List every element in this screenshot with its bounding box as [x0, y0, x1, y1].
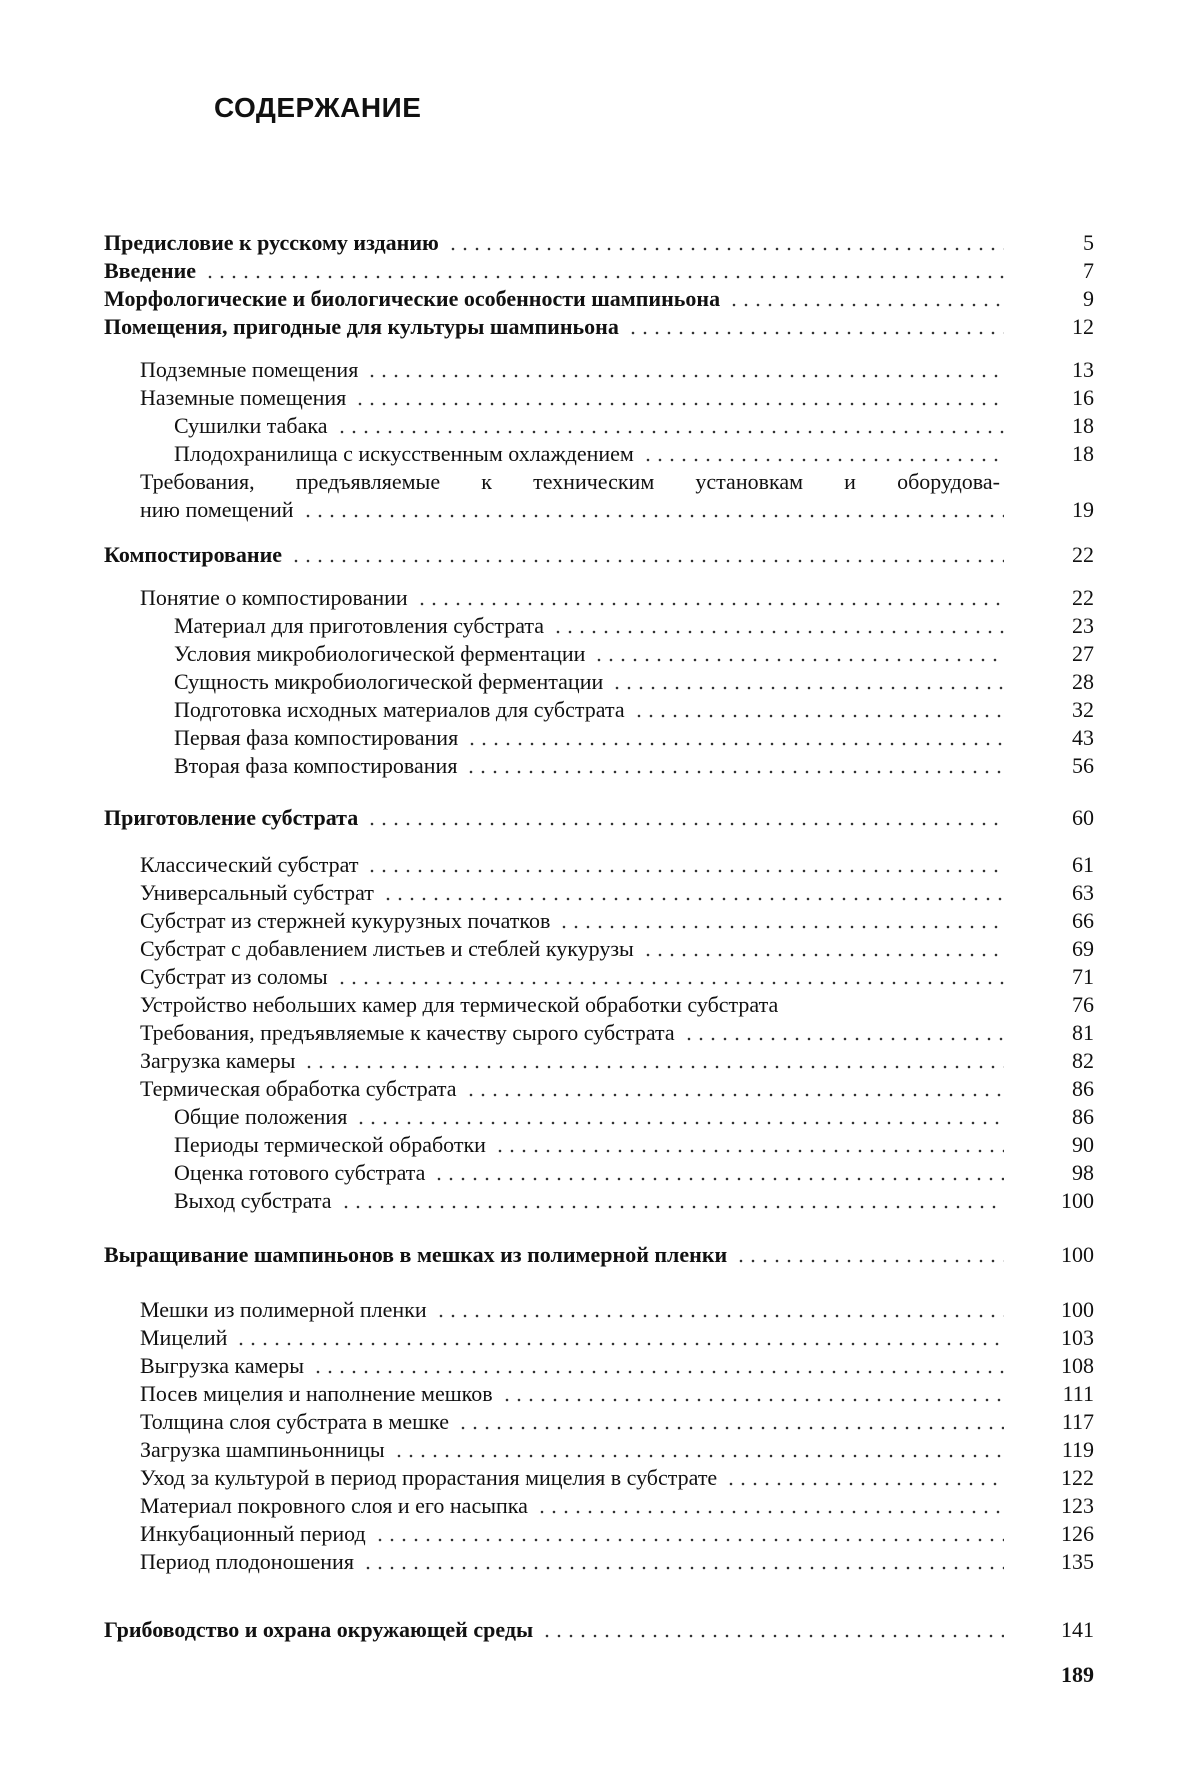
toc-entry-title: Загрузка шампиньонницы [140, 1437, 385, 1462]
toc-entry-title: Толщина слоя субстрата в мешке [140, 1409, 449, 1434]
toc-entry-title: нию помещений [140, 497, 294, 522]
toc-entry-page: 119 [1061, 1437, 1094, 1462]
dot-leader [366, 803, 1004, 833]
toc-entry-page: 71 [1072, 964, 1094, 989]
dot-leader [354, 383, 1004, 413]
toc-entry-title: Оценка готового субстрата [174, 1160, 426, 1185]
dot-leader [340, 1186, 1004, 1216]
dot-leader [501, 1379, 1004, 1409]
dot-leader [447, 228, 1004, 258]
toc-entry-title: Плодохранилища с искусственным охлаждением [174, 441, 634, 466]
toc-entry [104, 1074, 1094, 1104]
toc-entry [104, 667, 1094, 697]
dot-leader [393, 1435, 1004, 1465]
toc-entry-page: 43 [1072, 725, 1094, 750]
toc-entry-title: Сушилки табака [174, 413, 328, 438]
toc-entry-page: 19 [1072, 497, 1094, 522]
toc-entry [104, 312, 1094, 342]
toc-entry [104, 1351, 1094, 1381]
toc-entry-page: 66 [1072, 908, 1094, 933]
toc-entry-title: Сущность микробиологической ферментации [174, 669, 604, 694]
toc-entry [104, 751, 1094, 781]
toc-entry-page: 117 [1061, 1409, 1094, 1434]
toc-entry [104, 1491, 1094, 1521]
dot-leader [466, 723, 1004, 753]
page-title: СОДЕРЖАНИЕ [214, 92, 422, 123]
toc-entry [104, 1240, 1094, 1270]
toc-entry-title: Понятие о компостировании [140, 585, 408, 610]
toc-entry [104, 1519, 1094, 1549]
toc-entry-page: 82 [1072, 1048, 1094, 1073]
dot-leader [541, 1615, 1004, 1645]
toc-entry [104, 1463, 1094, 1493]
toc-entry [104, 1547, 1094, 1577]
toc-entry-title: Инкубационный период [140, 1521, 366, 1546]
toc-entry-title: Уход за культурой в период прорастания мицелия в субстрате [140, 1465, 718, 1490]
toc-entry [104, 1046, 1094, 1076]
toc-entry-wrapped-line: Требования, предъявляемые к техническим установкам и оборудова- [140, 469, 1000, 494]
toc-entry-title: Грибоводство и охрана окружающей среды [104, 1617, 534, 1642]
toc-entry [104, 1323, 1094, 1353]
dot-leader [494, 1130, 1004, 1160]
dot-leader [642, 439, 1004, 469]
toc-entry-title: Устройство небольших камер для термической обработки субстрата [140, 992, 779, 1017]
toc-entry [104, 962, 1094, 992]
toc-entry [104, 1130, 1094, 1160]
toc-entry-page: 23 [1072, 613, 1094, 638]
toc-entry-title: Подземные помещения [140, 357, 359, 382]
toc-entry-page: 122 [1061, 1465, 1094, 1490]
toc-entry-page: 76 [1072, 992, 1094, 1017]
dot-leader [336, 411, 1004, 441]
dot-leader [290, 540, 1004, 570]
toc-entry [104, 723, 1094, 753]
toc-entry-page: 141 [1061, 1617, 1094, 1642]
dot-leader [735, 1240, 1004, 1270]
toc-entry-page: 111 [1062, 1381, 1094, 1406]
toc-entry-title: Предисловие к русскому изданию [104, 230, 439, 255]
toc-entry [104, 1379, 1094, 1409]
toc-entry-page: 123 [1061, 1493, 1094, 1518]
toc-entry [104, 878, 1094, 908]
toc-entry-title: Субстрат с добавлением листьев и стеблей кукурузы [140, 936, 634, 961]
toc-entry-title: Посев мицелия и наполнение мешков [140, 1381, 493, 1406]
toc-entry-title: Условия микробиологической ферментации [174, 641, 586, 666]
toc-entry-page: 22 [1072, 585, 1094, 610]
dot-leader [633, 695, 1004, 725]
toc-entry [104, 1615, 1094, 1645]
dot-leader [235, 1323, 1004, 1353]
dot-leader [303, 1046, 1004, 1076]
toc-entry-title: Мешки из полимерной пленки [140, 1297, 427, 1322]
toc-entry-title: Период плодоношения [140, 1549, 354, 1574]
toc-entry-title: Общие положения [174, 1104, 348, 1129]
dot-leader [465, 751, 1004, 781]
toc-entry-page: 27 [1072, 641, 1094, 666]
toc-entry-title: Субстрат из соломы [140, 964, 328, 989]
toc-entry [104, 495, 1094, 525]
toc-entry [104, 1158, 1094, 1188]
toc-entry-title: Материал для приготовления субстрата [174, 613, 545, 638]
toc-entry-page: 63 [1072, 880, 1094, 905]
toc-entry [104, 383, 1094, 413]
toc-entry [104, 1435, 1094, 1465]
toc-entry-page: 86 [1072, 1104, 1094, 1129]
dot-leader [336, 962, 1004, 992]
toc-entry-page: 7 [1083, 258, 1094, 283]
toc-entry [104, 906, 1094, 936]
toc-entry-title: Помещения, пригодные для культуры шампиньона [104, 314, 619, 339]
toc-entry-title: Введение [104, 258, 197, 283]
toc-entry [104, 355, 1094, 385]
toc-entry-page: 81 [1072, 1020, 1094, 1045]
dot-leader [374, 1519, 1004, 1549]
dot-leader [725, 1463, 1004, 1493]
toc-entry-title: Классический субстрат [140, 852, 359, 877]
dot-leader [382, 878, 1004, 908]
dot-leader [366, 355, 1004, 385]
toc-entry-page: 32 [1072, 697, 1094, 722]
toc-entry-page: 56 [1072, 753, 1094, 778]
toc-entry-title: Первая фаза компостирования [174, 725, 459, 750]
toc-entry-page: 28 [1072, 669, 1094, 694]
toc-entry [104, 695, 1094, 725]
toc-entry-page: 86 [1072, 1076, 1094, 1101]
toc-entry-title: Мицелий [140, 1325, 228, 1350]
dot-leader [642, 934, 1004, 964]
toc-entry-title: Требования, предъявляемые к качеству сырого субстрата [140, 1020, 675, 1045]
toc-entry-page: 98 [1072, 1160, 1094, 1185]
dot-leader [416, 583, 1004, 613]
dot-leader [536, 1491, 1004, 1521]
toc-entry-page: 126 [1061, 1521, 1094, 1546]
toc-entry-title: Периоды термической обработки [174, 1132, 486, 1157]
toc-entry-page: 103 [1061, 1325, 1094, 1350]
toc-entry-page: 135 [1061, 1549, 1094, 1574]
toc-entry-title: Выход субстрата [174, 1188, 332, 1213]
toc-entry-title: Компостирование [104, 542, 283, 567]
toc-entry-title: Морфологические и биологические особенности шампиньона [104, 286, 721, 311]
dot-leader [302, 495, 1004, 525]
toc-entry [104, 1102, 1094, 1132]
dot-leader [355, 1102, 1004, 1132]
dot-leader [558, 906, 1004, 936]
toc-entry-page: 13 [1072, 357, 1094, 382]
dot-leader [627, 312, 1004, 342]
toc-entry-page: 5 [1083, 230, 1094, 255]
dot-leader [728, 284, 1004, 314]
toc-entry-page: 100 [1061, 1297, 1094, 1322]
dot-leader [362, 1547, 1004, 1577]
toc-entry-title: Приготовление субстрата [104, 805, 359, 830]
toc-entry [104, 1407, 1094, 1437]
toc-entry-page: 108 [1061, 1353, 1094, 1378]
dot-leader [552, 611, 1004, 641]
toc-entry-page: 90 [1072, 1132, 1094, 1157]
toc-entry-title: Вторая фаза компостирования [174, 753, 458, 778]
toc-entry-page: 100 [1061, 1188, 1094, 1213]
dot-leader [683, 1018, 1004, 1048]
toc-entry [104, 611, 1094, 641]
toc-entry [104, 583, 1094, 613]
toc-entry [104, 284, 1094, 314]
dot-leader [465, 1074, 1004, 1104]
dot-leader [433, 1158, 1004, 1188]
dot-leader [366, 850, 1004, 880]
toc-entry-page: 61 [1072, 852, 1094, 877]
dot-leader [435, 1295, 1004, 1325]
dot-leader [312, 1351, 1004, 1381]
dot-leader [611, 667, 1004, 697]
toc-entry-page: 22 [1072, 542, 1094, 567]
toc-entry-page: 100 [1061, 1242, 1094, 1267]
toc-entry-page: 18 [1072, 441, 1094, 466]
toc-entry-page: 60 [1072, 805, 1094, 830]
toc-entry [104, 990, 1094, 1020]
toc-entry-title: Материал покровного слоя и его насыпка [140, 1493, 528, 1518]
page-number: 189 [1061, 1662, 1094, 1687]
toc-entry-title: Термическая обработка субстрата [140, 1076, 457, 1101]
dot-leader [593, 639, 1004, 669]
toc-entry-title: Наземные помещения [140, 385, 347, 410]
toc-entry-title: Выгрузка камеры [140, 1353, 305, 1378]
toc-entry [104, 256, 1094, 286]
toc-entry-title: Загрузка камеры [140, 1048, 296, 1073]
toc-entry-title: Подготовка исходных материалов для субстрата [174, 697, 625, 722]
toc-entry [104, 228, 1094, 258]
toc-entry-title: Субстрат из стержней кукурузных початков [140, 908, 551, 933]
toc-entry-title: Выращивание шампиньонов в мешках из полимерной пленки [104, 1242, 728, 1267]
toc-entry [104, 639, 1094, 669]
toc-entry-page: 69 [1072, 936, 1094, 961]
toc-entry [104, 540, 1094, 570]
toc-entry [104, 1186, 1094, 1216]
toc-entry [104, 850, 1094, 880]
dot-leader [204, 256, 1004, 286]
toc-entry [104, 803, 1094, 833]
toc-entry-page: 18 [1072, 413, 1094, 438]
toc-entry [104, 439, 1094, 469]
toc-entry-page: 9 [1083, 286, 1094, 311]
toc-entry [104, 1018, 1094, 1048]
toc-entry [104, 934, 1094, 964]
toc-entry [104, 411, 1094, 441]
dot-leader [457, 1407, 1004, 1437]
toc-entry [104, 1295, 1094, 1325]
toc-entry-page: 12 [1072, 314, 1094, 339]
toc-entry-title: Универсальный субстрат [140, 880, 374, 905]
toc-entry-page: 16 [1072, 385, 1094, 410]
